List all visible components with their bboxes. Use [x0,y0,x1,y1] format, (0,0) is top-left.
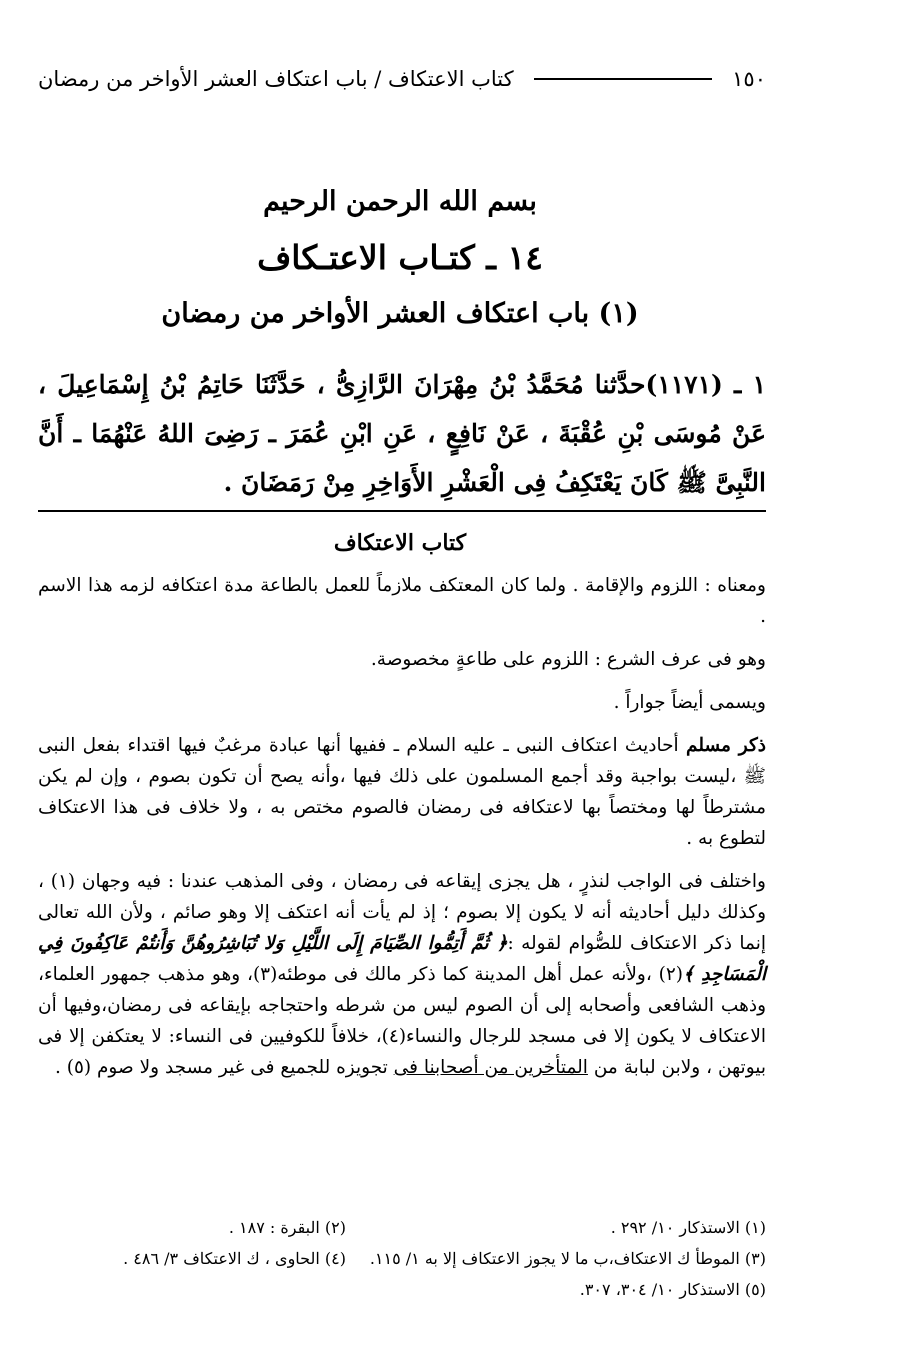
paragraph-text: (٢) ،ولأنه عمل أهل المدينة كما ذكر مالك فى موطئه(٣)، وهو مذهب جمهور العلماء، وذهب الشافعى وأصحابه إلى أن الصوم ليس من شرطه واحتجاجه بإيقاعه فى رمضان،وفيها أن الاعتكاف لا يكون إلا فى مسجد للرجال والنساء(٤)، خلافاً للكوفيين فى النساء: لا يعتكفن إلا فى بيوتهن ، ولابن لبابة من [38,964,767,1078]
section-divider [38,510,766,512]
book-title: ١٤ ـ كتـاب الاعتـكاف [257,238,543,277]
footnote: (٣) الموطأ ك الاعتكاف،ب ما لا يجوز الاعتكاف إلا به ١/ ١١٥. [369,1249,766,1268]
paragraph-text: واختلف فى الواجب لنذرٍ ، هل يجزى إيقاعه فى رمضان ، وفى المذهب عندنا : فيه وجهان (١) ، وكذلك دليل أحاديثه أنه لا يكون إلا بصوم ؛ إذ لم يأت أنه اعتكف إلا وهو صائم ، ولأن الله تعالى إنما ذكر الاعتكاف للصُّوام لقوله : [38,871,766,954]
header-rule [534,78,713,80]
commentary-paragraph [38,730,766,854]
running-title: كتاب الاعتكاف / باب اعتكاف العشر الأواخر من رمضان [38,67,514,91]
hadith-text: ١ ـ (١١٧١)حدَّثنا مُحَمَّدُ بْنُ مِهْرَانَ الرَّازِىُّ ، حَدَّثَنَا حَاتِمُ بْنُ إِسْمَاعِيلَ ، عَنْ مُوسَى بْنِ عُقْبَةَ ، عَنْ نَافِعٍ ، عَنِ ابْنِ عُمَرَ ـ رَضِىَ اللهُ عَنْهُمَا ـ أَنَّ النَّبِىَّ ﷺ كَانَ يَعْتَكِفُ فِى الْعَشْرِ الأَوَاخِرِ مِنْ رَمَضَانَ . [38,370,766,497]
footnotes [38,1212,766,1305]
paragraph-text: أحاديث اعتكاف النبى ـ عليه السلام ـ ففيها أنها عبادة مرغبٌ فيها اقتداء بفعل النبى ﷺ ،ليست بواجبة وقد أجمع المسلمون على ذلك فيها ،وأنه يصح أن تكون بصوم ، وإن لم يكن مشترطاً لها ومختصاً بها لاعتكافه فى رمضان فالصوم مختص به ، ولا خلاف فى هذا الاعتكاف لتطوع به . [38,735,766,849]
underlined-text: المتأخرين من أصحابنا فى [393,1057,588,1078]
commentary-paragraph: ومعناه : اللزوم والإقامة . ولما كان المعتكف ملازماً للعمل بالطاعة مدة اعتكافه لزمه هذا الاسم . [38,575,766,627]
footnote: (١) الاستذكار ١٠/ ٢٩٢ . [610,1218,766,1237]
footnote: (٤) الحاوى ، ك الاعتكاف ٣/ ٤٨٦ . [123,1249,346,1268]
footnote: (٢) البقرة : ١٨٧ . [228,1218,346,1237]
paragraph-lead: ذكر مسلم [686,735,766,756]
running-header [38,62,766,96]
commentary-title: كتاب الاعتكاف [333,530,467,556]
commentary-paragraph: ويسمى أيضاً جواراً . [613,692,766,713]
footnote-row [38,1274,766,1305]
commentary-paragraph [38,866,766,1083]
footnote: (٥) الاستذكار ١٠/ ٣٠٤، ٣٠٧. [579,1280,766,1299]
commentary-body [38,570,766,1095]
quran-quote: ﴿ ثُمَّ أَتِمُّوا الصِّيَامَ إِلَى اللَّيْلِ وَلا تُبَاشِرُوهُنَّ وَأَنتُمْ عَاكِفُونَ فِي الْمَسَاجِدِ ﴾ [38,933,766,985]
commentary-paragraph: وهو فى عرف الشرع : اللزوم على طاعةٍ مخصوصة. [370,649,766,670]
paragraph-text: تجويزه للجميع فى غير مسجد ولا صوم (٥) . [54,1057,394,1078]
chapter-title: (١) باب اعتكاف العشر الأواخر من رمضان [161,298,639,329]
footnote-row [38,1212,766,1243]
footnote-row [38,1243,766,1274]
page-number: ١٥٠ [732,67,766,91]
basmala: بسم الله الرحمن الرحيم [263,186,537,217]
